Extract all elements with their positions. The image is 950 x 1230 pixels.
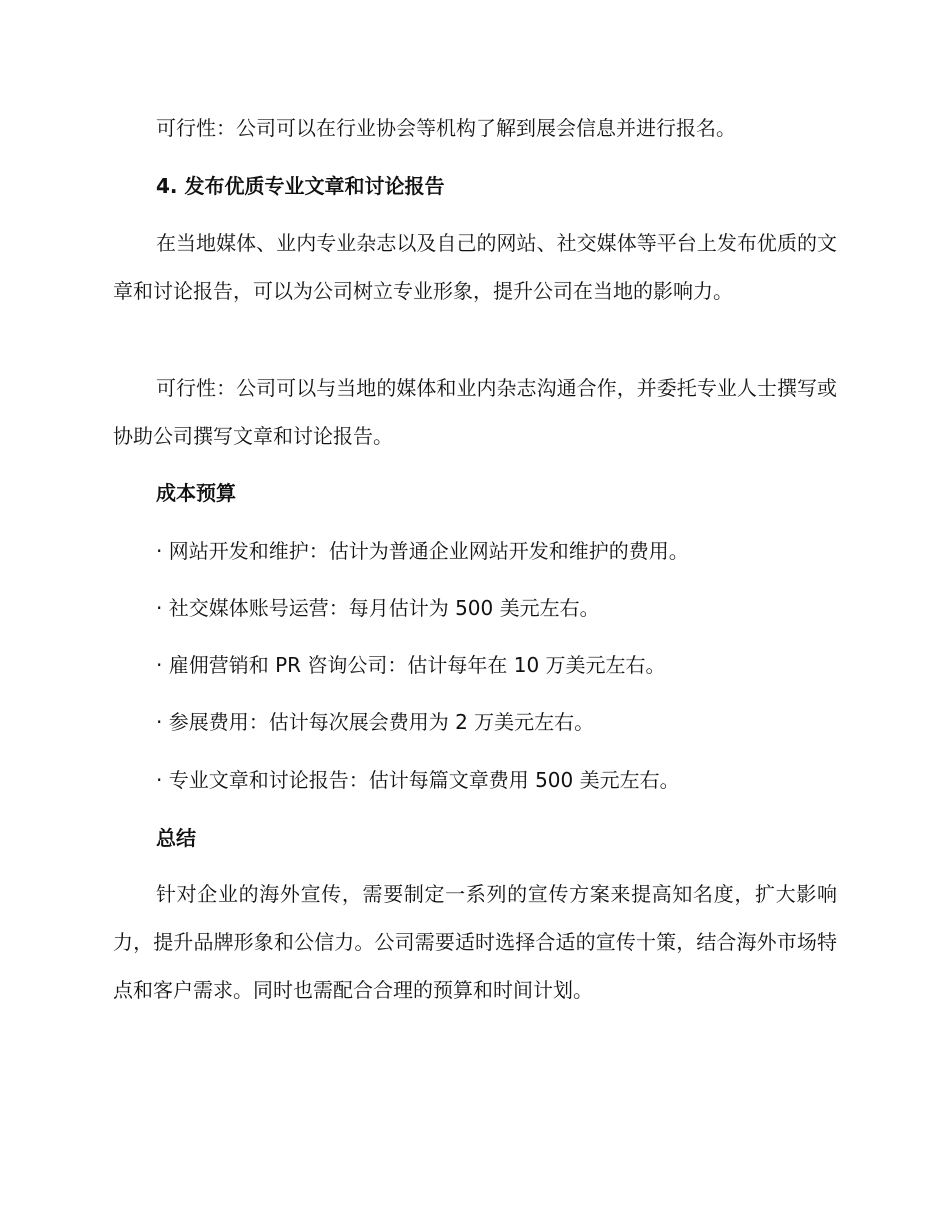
summary-paragraph: 针对企业的海外宣传，需要制定一系列的宣传方案来提高知名度，扩大影响力，提升品牌形象和公信力。公司需要适时选择合适的宣传十策，结合海外市场特点和客户需求。同时也需配合合理的预算和时间计划。 (113, 882, 837, 1002)
budget-list-item: · 社交媒体账号运营：每月估计为 500 美元左右。 (156, 596, 600, 620)
section-heading: 成本预算 (156, 481, 236, 505)
budget-list-item: · 雇佣营销和 PR 咨询公司：估计每年在 10 万美元左右。 (156, 653, 666, 677)
section-heading: 总结 (156, 826, 196, 850)
budget-list-item: · 参展费用：估计每次展会费用为 2 万美元左右。 (156, 710, 595, 734)
budget-list-item: · 专业文章和讨论报告：估计每篇文章费用 500 美元左右。 (156, 768, 680, 792)
budget-list-item: · 网站开发和维护：估计为普通企业网站开发和维护的费用。 (156, 539, 689, 563)
section-heading: 4. 发布优质专业文章和讨论报告 (156, 174, 445, 198)
body-paragraph: 在当地媒体、业内专业杂志以及自己的网站、社交媒体等平台上发布优质的文章和讨论报告，可以为公司树立专业形象，提升公司在当地的影响力。 (113, 231, 837, 303)
feasibility-paragraph: 可行性：公司可以在行业协会等机构了解到展会信息并进行报名。 (156, 116, 736, 140)
feasibility-paragraph: 可行性：公司可以与当地的媒体和业内杂志沟通合作，并委托专业人士撰写或协助公司撰写文章和讨论报告。 (113, 376, 837, 448)
